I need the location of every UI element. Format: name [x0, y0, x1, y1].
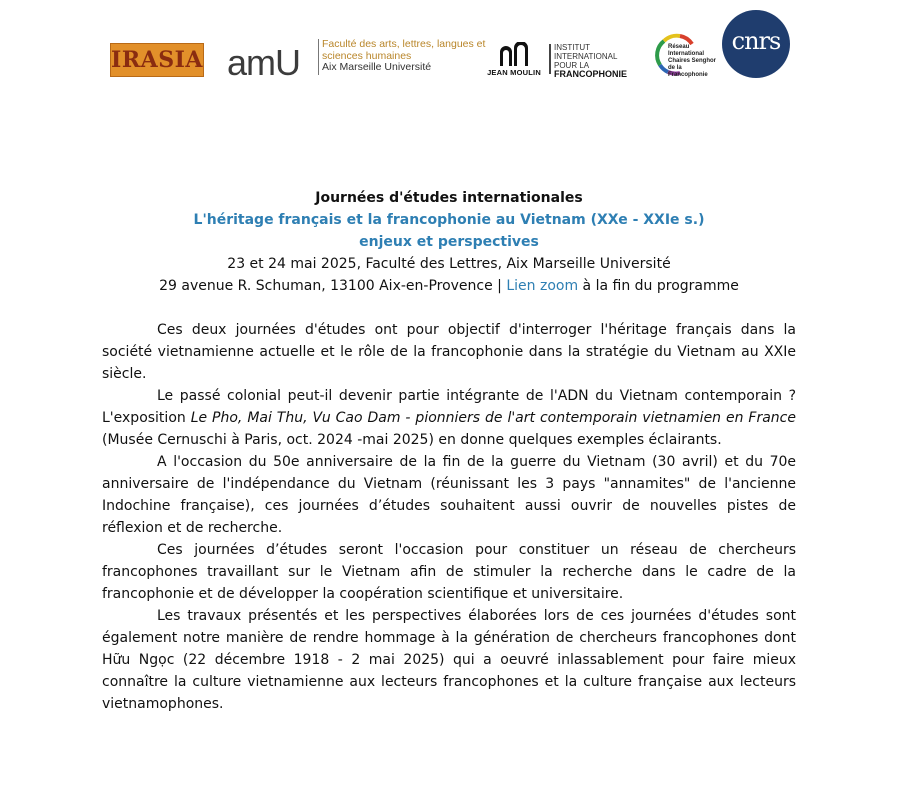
iif-logo-bar	[549, 44, 551, 74]
senghor-line-1: Réseau	[668, 44, 690, 50]
jean-moulin-logo	[486, 42, 542, 78]
event-address-line	[0, 275, 898, 297]
jean-moulin-arches-icon	[499, 42, 531, 66]
amu-logo-separator	[318, 39, 319, 75]
senghor-network-logo	[650, 29, 722, 79]
paragraph-tribute: Les travaux présentés et les perspectives élaborées lors de ces journées d'études sont également notre manière de rendre hommage à la génération de chercheurs francophones dont Hữu Ngọc (22 décembre 1918 - 2 mai 2025) qui a oeuvré inlassablement pour faire mieux connaître la culture vietnamienne aux lecteurs francophones et la culture française aux lecteurs vietnamophones.	[102, 608, 796, 712]
iif-logo	[549, 42, 639, 78]
zoom-link[interactable]: Lien zoom	[506, 278, 579, 294]
amu-faculty-name: Faculté des arts, lettres, langues et sciences humaines	[322, 38, 486, 62]
event-dates-venue: 23 et 24 mai 2025, Faculté des Lettres, Aix Marseille Université	[227, 256, 671, 272]
paragraph-network: Ces journées d’études seront l'occasion pour constituer un réseau de chercheurs francophones travaillant sur le Vietnam afin de stimuler la recherche dans le cadre de la francophonie et de développer la coopération scientifique et universitaire.	[102, 542, 796, 602]
amu-university-name: Aix Marseille Université	[322, 61, 432, 73]
cnrs-logo	[722, 10, 790, 78]
senghor-line-3: Chaires Senghor	[668, 58, 717, 64]
iif-line-1: INSTITUT	[554, 43, 590, 52]
irasia-logo-text: IRASIA	[111, 47, 203, 73]
iif-line-3: POUR LA	[554, 61, 590, 70]
partner-logos	[0, 0, 898, 110]
senghor-line-4: de la	[668, 65, 682, 71]
senghor-line-5: Francophonie	[668, 72, 708, 78]
exhibition-title: Le Pho, Mai Thu, Vu Cao Dam - pionniers de l'art contemporain vietnamien en France	[190, 410, 796, 426]
event-subtitle-tagline: enjeux et perspectives	[359, 234, 539, 250]
paragraph-anniversary: A l'occasion du 50e anniversaire de la fin de la guerre du Vietnam (30 avril) et du 70e anniversaire de l'indépendance du Vietnam (réunissant les 3 pays "annamites" de l'ancienne Indochine française), ces journées d’études souhaitent aussi ouvrir de nouvelles pistes de réflexion et de recherche.	[102, 454, 796, 536]
paragraph-colonial-past	[102, 385, 796, 451]
amu-logo	[222, 34, 486, 83]
amu-logo-mark: amU	[227, 42, 301, 83]
paragraph-objectives: Ces deux journées d'études ont pour objectif d'interroger l'héritage français dans la société vietnamienne actuelle et le rôle de la francophonie dans la stratégie du Vietnam au XXIe siècle.	[102, 322, 796, 382]
paragraph-colonial-past-intro: Le passé colonial peut-il devenir partie intégrante de l'ADN du Vietnam contemporain ? L'exposition	[102, 388, 796, 426]
senghor-line-2: International	[668, 51, 705, 57]
event-subtitle: L'héritage français et la francophonie au Vietnam (XXe - XXIe s.)	[193, 212, 705, 228]
event-title: Journées d'études internationales	[315, 190, 583, 206]
jean-moulin-logo-text: JEAN MOULIN	[487, 68, 541, 77]
event-address: 29 avenue R. Schuman, 13100 Aix-en-Provence |	[159, 278, 507, 294]
irasia-logo	[110, 43, 204, 77]
paragraph-colonial-past-end: (Musée Cernuschi à Paris, oct. 2024 -mai 2025) en donne quelques exemples éclairants.	[102, 432, 722, 448]
amu-logo-caption	[322, 39, 487, 74]
event-heading	[0, 187, 898, 297]
zoom-link-suffix: à la fin du programme	[578, 278, 739, 294]
senghor-logo-text	[668, 44, 716, 79]
iif-logo-text	[554, 43, 627, 79]
iif-line-2: INTERNATIONAL	[554, 52, 618, 61]
event-description	[102, 319, 796, 715]
iif-line-4: FRANCOPHONIE	[554, 69, 628, 79]
cnrs-logo-text: cnrs	[731, 27, 781, 55]
